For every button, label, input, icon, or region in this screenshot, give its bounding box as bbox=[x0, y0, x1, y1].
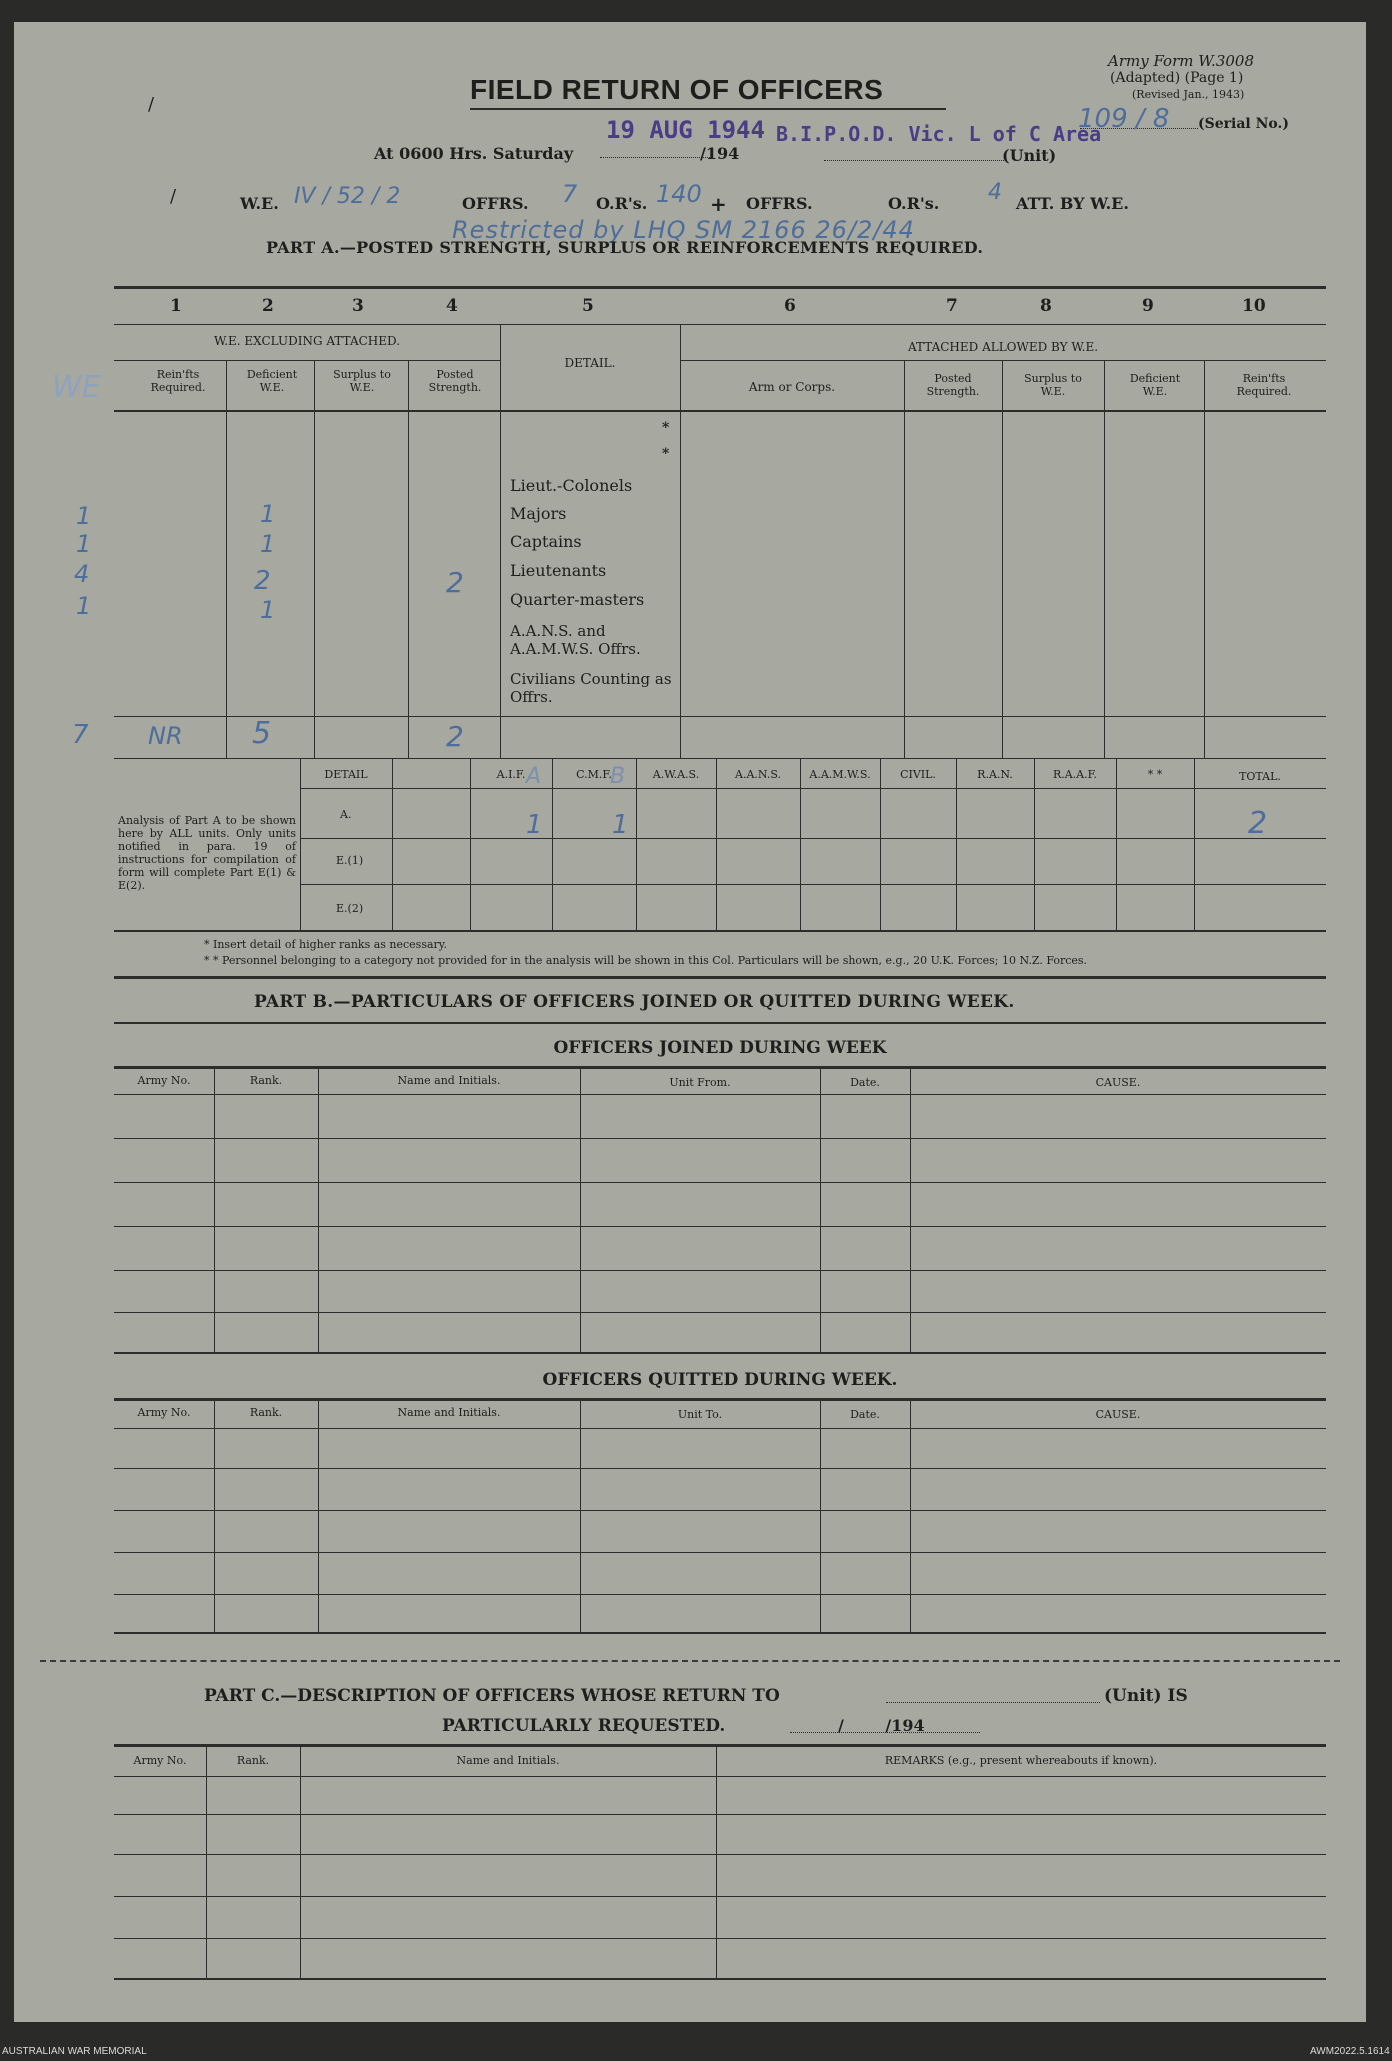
perforation-line bbox=[40, 1660, 1340, 1662]
part-c-remarks-header: REMARKS (e.g., present whereabouts if known). bbox=[884, 1754, 1158, 1767]
part-c-row-line bbox=[114, 1896, 1326, 1897]
cmf-a-value: 1 bbox=[612, 810, 629, 840]
col4-capt: 2 bbox=[446, 566, 464, 599]
star-2: * bbox=[662, 446, 670, 462]
joined-row-line bbox=[114, 1182, 1326, 1183]
rank-quarter-masters: Quarter-masters bbox=[510, 590, 645, 609]
att-label: ATT. BY W.E. bbox=[1016, 194, 1129, 213]
part-c-unit-label: (Unit) IS bbox=[1104, 1686, 1188, 1706]
joined-row-line bbox=[114, 1270, 1326, 1271]
rank-majors: Majors bbox=[510, 504, 567, 523]
year-label: /194 bbox=[700, 144, 740, 163]
part-c-name-header: Name and Initials. bbox=[456, 1754, 560, 1767]
col-number-7: 7 bbox=[946, 296, 958, 316]
ors-value: 140 bbox=[656, 180, 702, 208]
joined-row-line bbox=[114, 1312, 1326, 1313]
analysis-total-header: TOTAL. bbox=[1239, 770, 1281, 783]
title-underline bbox=[470, 108, 946, 110]
offrs-value: 7 bbox=[562, 180, 578, 208]
footnote-1: * Insert detail of higher ranks as necessary. bbox=[204, 938, 448, 951]
col2-capt: 2 bbox=[254, 566, 271, 596]
margin-total: 7 bbox=[72, 720, 89, 750]
col-number-5: 5 bbox=[582, 296, 594, 316]
we-label: W.E. bbox=[240, 194, 279, 213]
col4-total: 2 bbox=[446, 720, 464, 753]
date-stamp: 19 AUG 1944 bbox=[606, 116, 765, 144]
attached-allowed-header: ATTACHED ALLOWED BY W.E. bbox=[907, 340, 1099, 354]
margin-capt: 4 bbox=[74, 560, 90, 588]
rank-lieut-colonels: Lieut.-Colonels bbox=[510, 476, 633, 495]
at-line: At 0600 Hrs. Saturday bbox=[374, 144, 574, 163]
cmf-mark: B bbox=[610, 764, 626, 789]
footer-left: AUSTRALIAN WAR MEMORIAL bbox=[2, 2046, 147, 2057]
analysis-awas-header: A.W.A.S. bbox=[652, 768, 700, 781]
part-c-title: PART C.—DESCRIPTION OF OFFICERS WHOSE RETURN TO bbox=[204, 1686, 780, 1706]
col-number-4: 4 bbox=[446, 296, 458, 316]
army-form-label: Army Form W.3008 bbox=[1108, 52, 1254, 70]
col-number-2: 2 bbox=[262, 296, 274, 316]
quitted-title: OFFICERS QUITTED DURING WEEK. bbox=[542, 1370, 898, 1390]
part-c-date: / /194 bbox=[838, 1716, 925, 1735]
header-posted-strength-att: Posted Strength. bbox=[926, 372, 980, 398]
we-excluding-header: W.E. EXCLUDING ATTACHED. bbox=[213, 334, 401, 348]
offrs2-label: OFFRS. bbox=[746, 194, 813, 213]
quitted-name-header: Name and Initials. bbox=[397, 1406, 501, 1419]
joined-date-header: Date. bbox=[850, 1076, 880, 1089]
part-c-unit-dots bbox=[886, 1702, 1100, 1703]
joined-cause-header: CAUSE. bbox=[1095, 1076, 1141, 1089]
col-number-8: 8 bbox=[1040, 296, 1052, 316]
analysis-row-e1: E.(1) bbox=[336, 854, 364, 867]
ors-label: O.R's. bbox=[596, 194, 648, 213]
part-c-row-line bbox=[114, 1854, 1326, 1855]
joined-title: OFFICERS JOINED DURING WEEK bbox=[553, 1038, 887, 1058]
joined-army-no-header: Army No. bbox=[137, 1074, 191, 1087]
form-title: FIELD RETURN OF OFFICERS bbox=[470, 74, 884, 105]
rank-captains: Captains bbox=[510, 532, 582, 551]
col-number-3: 3 bbox=[352, 296, 364, 316]
analysis-note: Analysis of Part A to be shown here by ALL units. Only units notified in para. 19 of instructions for compilation of form will complete Part E(1) & E(2). bbox=[118, 814, 296, 892]
tick-mark: / bbox=[148, 94, 155, 115]
joined-rank-header: Rank. bbox=[249, 1074, 283, 1087]
quitted-row-line bbox=[114, 1594, 1326, 1595]
quitted-unit-to-header: Unit To. bbox=[677, 1408, 723, 1421]
header-reinfts-required: Rein'fts Required. bbox=[150, 368, 206, 394]
tick-mark: / bbox=[170, 186, 177, 207]
col2-total: 5 bbox=[252, 716, 272, 751]
offrs-label: OFFRS. bbox=[462, 194, 529, 213]
quitted-date-header: Date. bbox=[850, 1408, 880, 1421]
revised-label: (Revised Jan., 1943) bbox=[1132, 88, 1245, 101]
part-c-rank-header: Rank. bbox=[236, 1754, 270, 1767]
margin-we: WE bbox=[52, 370, 101, 405]
serial-label: (Serial No.) bbox=[1198, 116, 1289, 132]
col1-total: NR bbox=[148, 722, 183, 750]
detail-header: DETAIL. bbox=[564, 356, 616, 370]
unit-dots bbox=[824, 160, 1004, 161]
part-c-requested: PARTICULARLY REQUESTED. bbox=[442, 1716, 726, 1736]
serial-handwritten: 109 / 8 bbox=[1078, 104, 1170, 134]
col2-lt-col: 1 bbox=[260, 500, 276, 528]
rank-aans-aamws: A.A.N.S. and A.A.M.W.S. Offrs. bbox=[510, 622, 641, 658]
analysis-row-a: A. bbox=[340, 808, 352, 821]
col-number-9: 9 bbox=[1142, 296, 1154, 316]
part-c-army-no-header: Army No. bbox=[133, 1754, 187, 1767]
footer-right: AWM2022.5.1614 bbox=[1310, 2046, 1390, 2057]
we-value: IV / 52 / 2 bbox=[294, 184, 401, 209]
joined-unit-from-header: Unit From. bbox=[669, 1076, 731, 1089]
rank-civilians: Civilians Counting as Offrs. bbox=[510, 670, 672, 706]
analysis-civil-header: CIVIL. bbox=[900, 768, 936, 781]
adapted-label: (Adapted) (Page 1) bbox=[1110, 70, 1244, 86]
header-posted-strength: Posted Strength. bbox=[428, 368, 482, 394]
analysis-aans-header: A.A.N.S. bbox=[735, 768, 781, 781]
star-1: * bbox=[662, 420, 670, 436]
quitted-row-line bbox=[114, 1510, 1326, 1511]
plus-sign: + bbox=[710, 192, 727, 216]
aif-mark: A bbox=[526, 764, 542, 789]
col-number-6: 6 bbox=[784, 296, 796, 316]
joined-row-line bbox=[114, 1226, 1326, 1227]
quitted-row-line bbox=[114, 1552, 1326, 1553]
unit-stamp: B.I.P.O.D. Vic. L of C Area bbox=[776, 122, 1102, 146]
header-reinfts-required-att: Rein'fts Required. bbox=[1236, 372, 1292, 398]
aif-a-value: 1 bbox=[526, 810, 543, 840]
header-deficient-we-att: Deficient W.E. bbox=[1129, 372, 1181, 398]
ors2-label: O.R's. bbox=[888, 194, 940, 213]
col2-lt: 1 bbox=[260, 596, 276, 624]
header-surplus-we: Surplus to W.E. bbox=[333, 368, 391, 394]
col2-maj: 1 bbox=[260, 530, 276, 558]
analysis-row-e2: E.(2) bbox=[336, 902, 364, 915]
quitted-rank-header: Rank. bbox=[249, 1406, 283, 1419]
joined-row-line bbox=[114, 1138, 1326, 1139]
unit-label: (Unit) bbox=[1002, 146, 1057, 165]
part-c-row-line bbox=[114, 1814, 1326, 1815]
quitted-cause-header: CAUSE. bbox=[1095, 1408, 1141, 1421]
header-deficient-we: Deficient W.E. bbox=[246, 368, 298, 394]
rank-lieutenants: Lieutenants bbox=[510, 561, 607, 580]
margin-maj: 1 bbox=[76, 530, 92, 558]
analysis-aif-header: A.I.F. bbox=[496, 768, 526, 781]
margin-lt: 1 bbox=[76, 592, 92, 620]
analysis-raaf-header: R.A.A.F. bbox=[1052, 768, 1098, 781]
col-number-10: 10 bbox=[1242, 296, 1266, 316]
analysis-other-header: * * bbox=[1147, 768, 1163, 781]
part-b-title: PART B.—PARTICULARS OF OFFICERS JOINED OR QUITTED DURING WEEK. bbox=[254, 992, 1015, 1012]
footnote-2: * * Personnel belonging to a category not provided for in the analysis will be shown in this Col. Particulars will be shown, e.g., 20 U.K. Forces; 10 N.Z. Forces. bbox=[204, 954, 1088, 967]
header-surplus-we-att: Surplus to W.E. bbox=[1024, 372, 1082, 398]
quitted-army-no-header: Army No. bbox=[137, 1406, 191, 1419]
analysis-detail-header: DETAIL bbox=[324, 768, 368, 781]
quitted-row-line bbox=[114, 1468, 1326, 1469]
margin-lt-col: 1 bbox=[76, 502, 92, 530]
analysis-ran-header: R.A.N. bbox=[977, 768, 1013, 781]
restriction-note: Restricted by LHQ SM 2166 26/2/44 bbox=[452, 216, 915, 244]
joined-name-header: Name and Initials. bbox=[397, 1074, 501, 1087]
header-arm-or-corps: Arm or Corps. bbox=[748, 380, 836, 394]
analysis-aamws-header: A.A.M.W.S. bbox=[809, 768, 871, 781]
total-a-value: 2 bbox=[1248, 806, 1268, 841]
date-dots bbox=[600, 157, 710, 158]
ors2-value: 4 bbox=[988, 180, 1002, 205]
col-number-1: 1 bbox=[170, 296, 182, 316]
part-a-title: PART A.—POSTED STRENGTH, SURPLUS OR REINFORCEMENTS REQUIRED. bbox=[266, 238, 984, 257]
analysis-cmf-header: C.M.F. bbox=[576, 768, 612, 781]
part-c-row-line bbox=[114, 1938, 1326, 1939]
